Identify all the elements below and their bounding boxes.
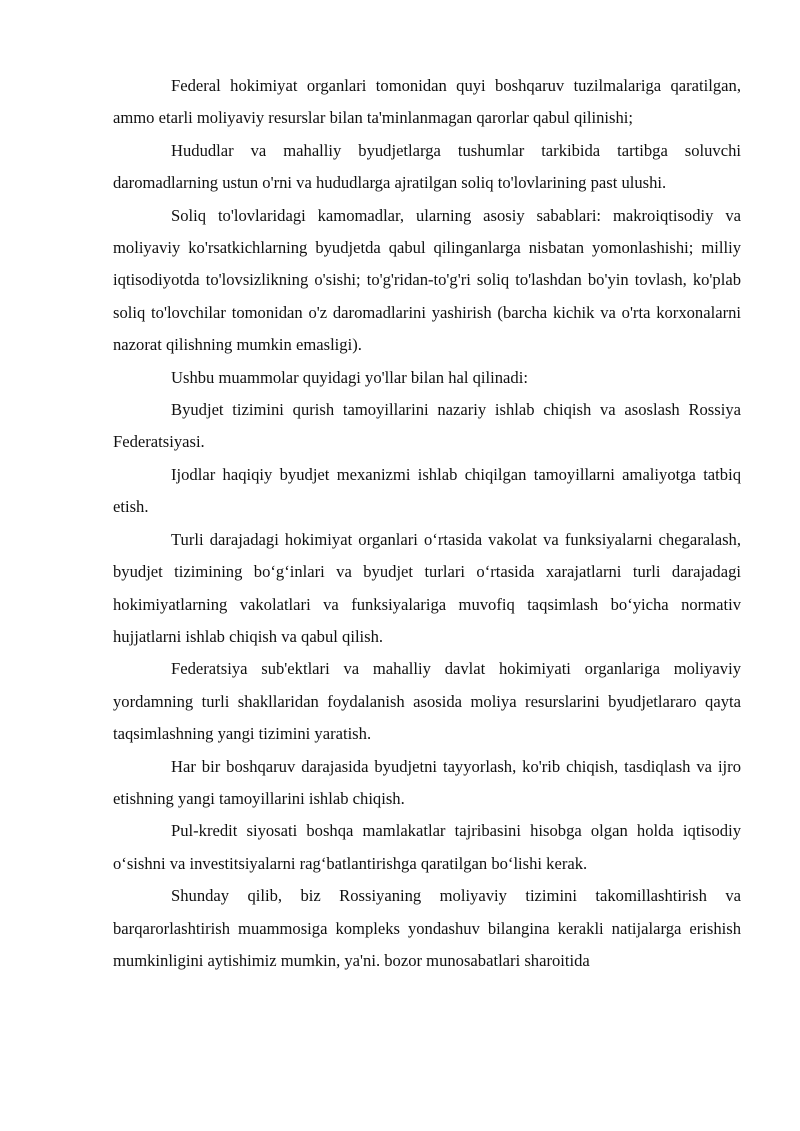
paragraph: Ushbu muammolar quyidagi yo'llar bilan hal qilinadi: — [171, 367, 528, 387]
paragraph: Turli darajadagi hokimiyat organlari oʻrtasida vakolat va funksiyalarni chegaralash, byudjet tizimining boʻgʻinlari va byudjet turlari oʻrtasida xarajatlarni turli darajadagi hokimiyatlarning vakolatlari va funksiyalariga muvofiq taqsimlash boʻyicha normativ hujjatlarni ishlab chiqish va qabul qilish. — [113, 529, 741, 646]
paragraph: Pul-kredit siyosati boshqa mamlakatlar tajribasini hisobga olgan holda iqtisodiy oʻsishni va investitsiyalarni ragʻbatlantirishga qaratilgan boʻlishi kerak. — [113, 821, 741, 873]
paragraph: Hududlar va mahalliy byudjetlarga tushumlar tarkibida tartibga soluvchi daromadlarning ustun o'rni va hududlarga ajratilgan soliq to'lovlarining past ulushi. — [113, 140, 741, 193]
paragraph: Ijodlar haqiqiy byudjet mexanizmi ishlab chiqilgan tamoyillarni amaliyotga tatbiq etish. — [113, 464, 741, 517]
paragraph: Federal hokimiyat organlari tomonidan quyi boshqaruv tuzilmalariga qaratilgan, ammo etarli moliyaviy resurslar bilan ta'minlanmagan qarorlar qabul qilinishi; — [113, 76, 741, 128]
paragraph: Shunday qilib, biz Rossiyaning moliyaviy tizimini takomillashtirish va barqarorlashtirish muammosiga kompleks yondashuv bilangina kerakli natijalarga erishish mumkinligini aytishimiz mumkin, ya'ni. bozor munosabatlari sharoitida — [113, 886, 741, 970]
paragraph: Har bir boshqaruv darajasida byudjetni tayyorlash, ko'rib chiqish, tasdiqlash va ijro etishning yangi tamoyillarini ishlab chiqish. — [113, 756, 741, 808]
paragraph: Byudjet tizimini qurish tamoyillarini nazariy ishlab chiqish va asoslash Rossiya Federatsiyasi. — [113, 400, 741, 452]
paragraph: Federatsiya sub'ektlari va mahalliy davlat hokimiyati organlariga moliyaviy yordamning turli shakllaridan foydalanish asosida moliya resurslarini byudjetlararo qayta taqsimlashning yangi tizimini yaratish. — [113, 659, 741, 744]
paragraph: Soliq to'lovlaridagi kamomadlar, ularning asosiy sabablari: makroiqtisodiy va moliyaviy ko'rsatkichlarning byudjetda qabul qilinganlarga nisbatan yomonlashishi; milliy iqtisodiyotda to'lovsizlikning o'sishi; to'g'ridan-to'g'ri soliq to'lashdan bo'yin tovlash, ko'plab soliq to'lovchilar tomonidan o'z daromadlarini yashirish (barcha kichik va o'rta korxonalarni nazorat qilishning mumkin emasligi). — [113, 205, 741, 355]
document-page — [113, 70, 741, 977]
